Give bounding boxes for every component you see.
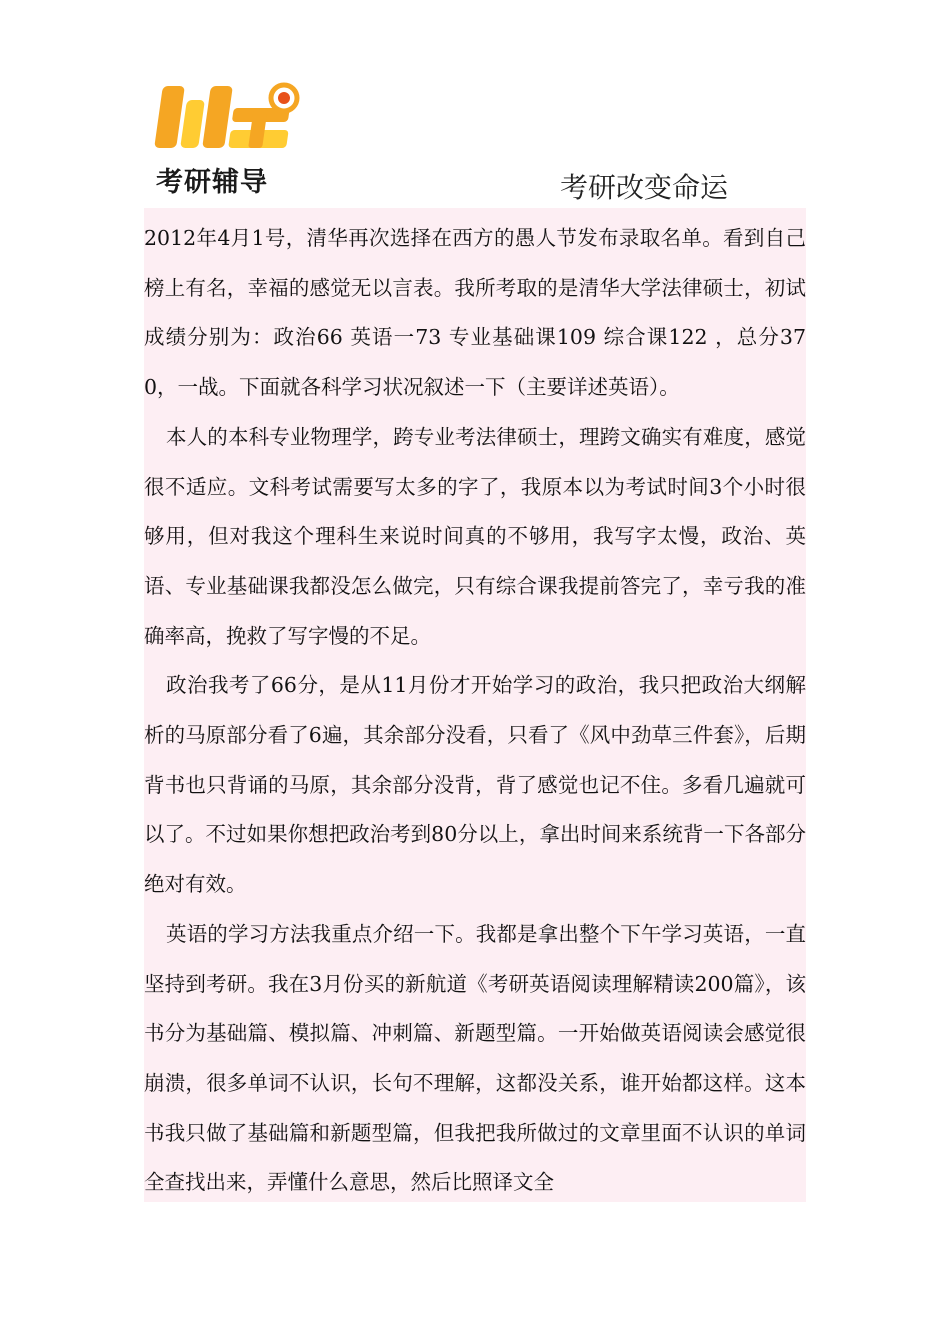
brand-logo (150, 78, 310, 198)
logo-dot (278, 92, 290, 104)
paragraph-2: 本人的本科专业物理学，跨专业考法律硕士，理跨文确实有难度，感觉很不适应。文科考试需要写太多的字了，我原本以为考试时间3个小时很够用，但对我这个理科生来说时间真的不够用，我写字太慢，政治、英语、专业基础课我都没怎么做完，只有综合课我提前答完了，幸亏我的准确率高，挽救了写字慢的不足。 (144, 424, 806, 648)
paragraph-4: 英语的学习方法我重点介绍一下。我都是拿出整个下午学习英语，一直坚持到考研。我在3月份买的新航道《考研英语阅读理解精读200篇》，该书分为基础篇、模拟篇、冲刺篇、新题型篇。一开始做英语阅读会感觉很崩溃，很多单词不认识，长句不理解，这都没关系，谁开始都这样。这本书我只做了基础篇和新题型篇，但我把我所做过的文章里面不认识的单词全查找出来，弄懂什么意思，然后比照译文全 (144, 921, 806, 1195)
logo-stroke-2 (180, 100, 205, 148)
logo-stroke-1 (154, 86, 185, 148)
header-slogan: 考研改变命运 (560, 171, 729, 204)
brand-logo-mark (150, 78, 310, 160)
paragraph-1: 2012年4月1号，清华再次选择在西方的愚人节发布录取名单。看到自己榜上有名，幸福的感觉无以言表。我所考取的是清华大学法律硕士，初试成绩分别为：政治66 英语一73 专业基础课109 综合课122 ，总分370，一战。下面就各科学习状况叙述一下（主要详述英语）。 (144, 226, 806, 400)
paragraph-3: 政治我考了66分，是从11月份才开始学习的政治，我只把政治大纲解析的马原部分看了6遍，其余部分没看，只看了《风中劲草三件套》，后期背书也只背诵的马原，其余部分没背，背了感觉也记不住。多看几遍就可以了。不过如果你想把政治考到80分以上，拿出时间来系统背一下各部分绝对有效。 (144, 673, 806, 897)
article-body (144, 208, 806, 1202)
logo-caption: 考研辅导 (156, 167, 268, 198)
logo-stroke-3 (202, 86, 233, 148)
